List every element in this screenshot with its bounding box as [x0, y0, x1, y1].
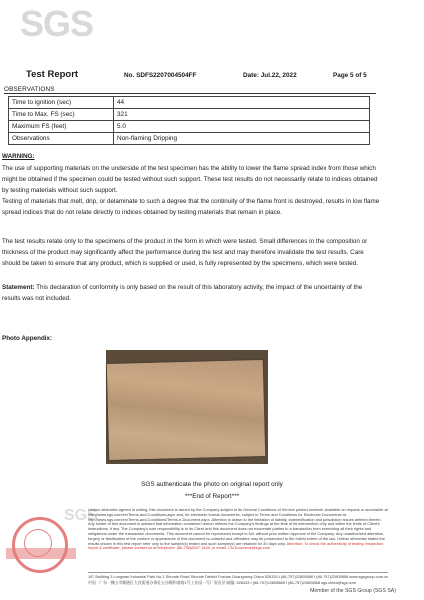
sgs-logo: SGS: [20, 3, 94, 44]
observations-table: [8, 96, 370, 145]
statement-text: This declaration of conformity is only based on the result of this laboratory activity, the impact of the uncertainty of the results was not included.: [2, 284, 363, 303]
warning-heading: WARNING:: [2, 153, 35, 160]
warning-paragraph-2: Testing of materials that melt, drip, or delaminate to such a degree that the continuity of the flame front is destroyed, results in low flame spread indices that do not relate directly to indices obtained by testing materials that remain in place.: [2, 198, 380, 217]
table-row: [9, 97, 370, 109]
table-row: [9, 133, 370, 145]
wood-panel-image: [107, 360, 265, 460]
statement: [2, 282, 380, 304]
footer-sgs-logo: SGS: [64, 507, 98, 524]
table-row: [9, 109, 370, 121]
official-seal-band: [6, 548, 76, 559]
sgs-group-member: Member of the SGS Group (SGS SA): [310, 588, 396, 594]
footer-address-en: 1/F, Building 3 Longwan Industrial Park No.1 Shunde Road Shunde District Foshan Guangdong China 528333 t (86-757)22805888 f (86-757)22805858 www.sgsgroup.com.cn: [88, 574, 389, 579]
row-label: Maximum FS (feet): [9, 121, 114, 133]
report-title: Test Report: [26, 69, 79, 80]
report-number: No. SDFS2207004504FF: [124, 72, 197, 79]
statement-label: Statement:: [2, 284, 35, 291]
row-label: Time to ignition (sec): [9, 97, 114, 109]
observations-label: OBSERVATIONS: [4, 86, 55, 93]
row-value: Non-flaming Dripping: [114, 133, 370, 145]
authenticity-attention: Attention: To check the authenticity of testing /inspection report & certificate, please contact us at telephone: (86-755)8307 1443, or email: CN.Doccheck@sgs.com: [88, 540, 384, 551]
footer-address-cn: 中国 · 广东 · 佛山市顺德区大良街道办事处五沙顺和南路1号工业园一号厂房首层 邮编: 528333 t (86-757)22805888 f (86-757)22805858 sgs.china@sgs.com: [88, 580, 356, 585]
warning-paragraph-3: The test results relate only to the specimens of the product in the form in which were tested. Small differences in the composition or thickness of the product may significantly affect the performance during the test and may therefore invalidate the test results. Care should be taken to ensure that any product, which is supplied or used, is fully represented by the specimens, which were tested.: [2, 238, 368, 268]
page-number: Page 5 of 5: [333, 72, 367, 79]
end-of-report: ***End of Report***: [184, 493, 240, 500]
row-value: 44: [114, 97, 370, 109]
report-date: Date: Jul.22, 2022: [243, 72, 297, 79]
footer-divider: [88, 572, 388, 573]
warning-paragraph-1: The use of supporting materials on the underside of the test specimen has the ability to lower the flame spread index from those which might be obtained if the specimen could be tested without such support. These test results do not necessarily relate to indices obtained by testing materials without such support.: [2, 165, 378, 195]
photo-caption: SGS authenticate the photo on original report only: [141, 481, 283, 488]
photo-appendix-heading: Photo Appendix:: [2, 335, 53, 342]
section-divider: [4, 93, 376, 94]
row-label: Observations: [9, 133, 114, 145]
row-label: Time to Max. FS (sec): [9, 109, 114, 121]
disclaimer-text: Unless otherwise agreed in writing, this document is issued by the Company subject to its General Conditions of Service printed overleaf, available on request or accessible at http://www.sgs.com/en/Terms-and-Conditions.aspx and, for electronic format documents, subject to Terms and Conditions for Electronic Documents at http://www.sgs.com/en/Terms-and-Conditions/Terms-e-Document.aspx. Attention is drawn to the limitation of liability, indemnification and jurisdiction issues defined therein. Any holder of this document is advised that information contained hereon reflects the Company's findings at the time of its intervention only and within the limits of Client's instructions, if any. The Company's sole responsibility is to its Client and this document does not exonerate parties to a transaction from exercising all their rights and obligations under the transaction documents. This document cannot be reproduced except in full, without prior written approval of the Company. Any unauthorized alteration, forgery or falsification of the content or appearance of this document is unlawful and offenders may be prosecuted to the fullest extent of the law. Unless otherwise stated the results shown in this test report refer only to the sample(s) tested and such sample(s) are retained for 30 days only.: [88, 507, 388, 546]
row-value: 321: [114, 109, 370, 121]
footer-disclaimer: [88, 508, 388, 551]
row-value: 5.0: [114, 121, 370, 133]
table-row: [9, 121, 370, 133]
